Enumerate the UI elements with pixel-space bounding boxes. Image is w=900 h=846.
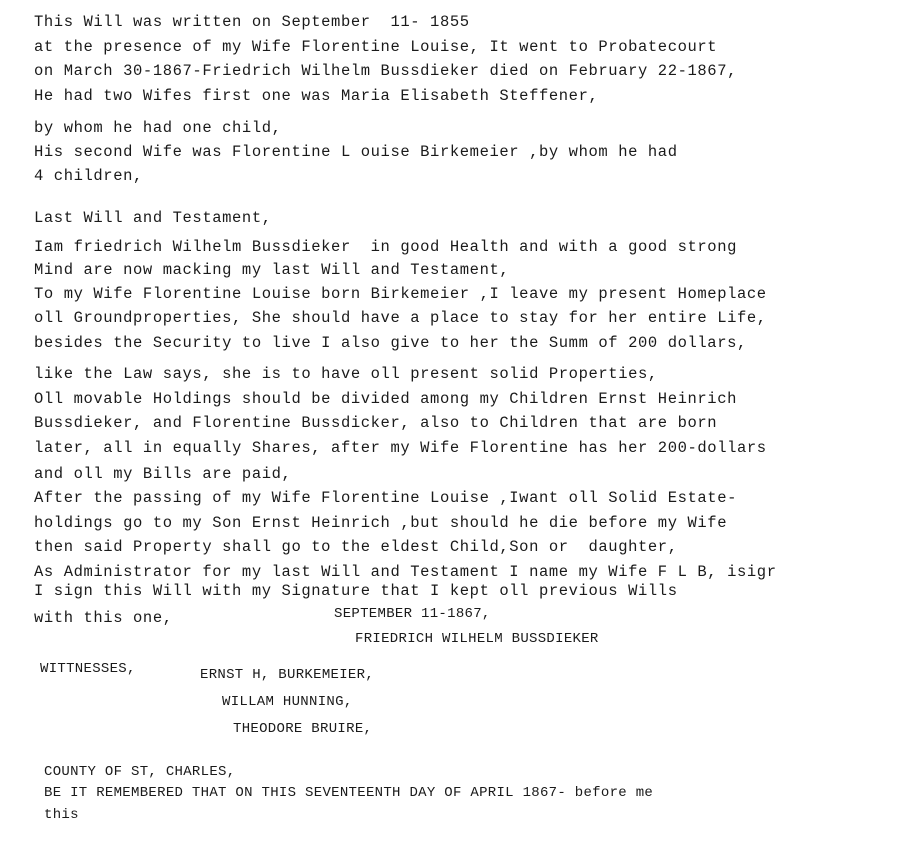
header-line-1: This Will was written on September 11- 1855 <box>34 13 470 31</box>
footer-line-3: this <box>44 807 79 823</box>
signature-name: FRIEDRICH WILHELM BUSSDIEKER <box>355 631 599 647</box>
body-line-7: Oll movable Holdings should be divided among my Children Ernst Heinrich <box>34 390 738 408</box>
witnesses-label: WITTNESSES, <box>40 661 136 677</box>
footer-line-1: COUNTY OF ST, CHARLES, <box>44 764 236 780</box>
header-line-6: His second Wife was Florentine L ouise Birkemeier ,by whom he had <box>34 143 678 161</box>
header-line-2: at the presence of my Wife Florentine Louise, It went to Probatecourt <box>34 38 718 56</box>
body-line-10: and oll my Bills are paid, <box>34 465 292 483</box>
body-line-6: like the Law says, she is to have oll present solid Properties, <box>34 365 658 383</box>
body-line-3: To my Wife Florentine Louise born Birkemeier ,I leave my present Homeplace <box>34 285 767 303</box>
body-line-5: besides the Security to live I also give to her the Summ of 200 dollars, <box>34 334 747 352</box>
witness-1: ERNST H, BURKEMEIER, <box>200 667 375 683</box>
header-line-5: by whom he had one child, <box>34 119 282 137</box>
body-line-2: Mind are now macking my last Will and Testament, <box>34 261 510 279</box>
body-line-9: later, all in equally Shares, after my Wife Florentine has her 200-dollars <box>34 439 767 457</box>
footer-line-2: BE IT REMEMBERED THAT ON THIS SEVENTEENTH DAY OF APRIL 1867- before me <box>44 785 654 801</box>
will-title: Last Will and Testament, <box>34 209 272 227</box>
body-line-11: After the passing of my Wife Florentine Louise ,Iwant oll Solid Estate- <box>34 489 738 507</box>
witness-3: THEODORE BRUIRE, <box>233 721 373 737</box>
body-line-14: As Administrator for my last Will and Testament I name my Wife F L B, isigr <box>34 563 777 581</box>
body-line-15: I sign this Will with my Signature that I kept oll previous Wills <box>34 582 678 600</box>
header-line-3: on March 30-1867-Friedrich Wilhelm Bussdieker died on February 22-1867, <box>34 62 738 80</box>
signature-date: SEPTEMBER 11-1867, <box>334 606 491 622</box>
header-line-7: 4 children, <box>34 167 143 185</box>
body-line-4: oll Groundproperties, She should have a place to stay for her entire Life, <box>34 309 767 327</box>
body-line-1: Iam friedrich Wilhelm Bussdieker in good Health and with a good strong <box>34 238 738 256</box>
body-line-8: Bussdieker, and Florentine Bussdicker, also to Children that are born <box>34 414 718 432</box>
witness-2: WILLAM HUNNING, <box>222 694 353 710</box>
header-line-4: He had two Wifes first one was Maria Elisabeth Steffener, <box>34 87 599 105</box>
body-line-13: then said Property shall go to the eldest Child,Son or daughter, <box>34 538 678 556</box>
body-line-12: holdings go to my Son Ernst Heinrich ,but should he die before my Wife <box>34 514 728 532</box>
body-line-16: with this one, <box>34 609 173 627</box>
